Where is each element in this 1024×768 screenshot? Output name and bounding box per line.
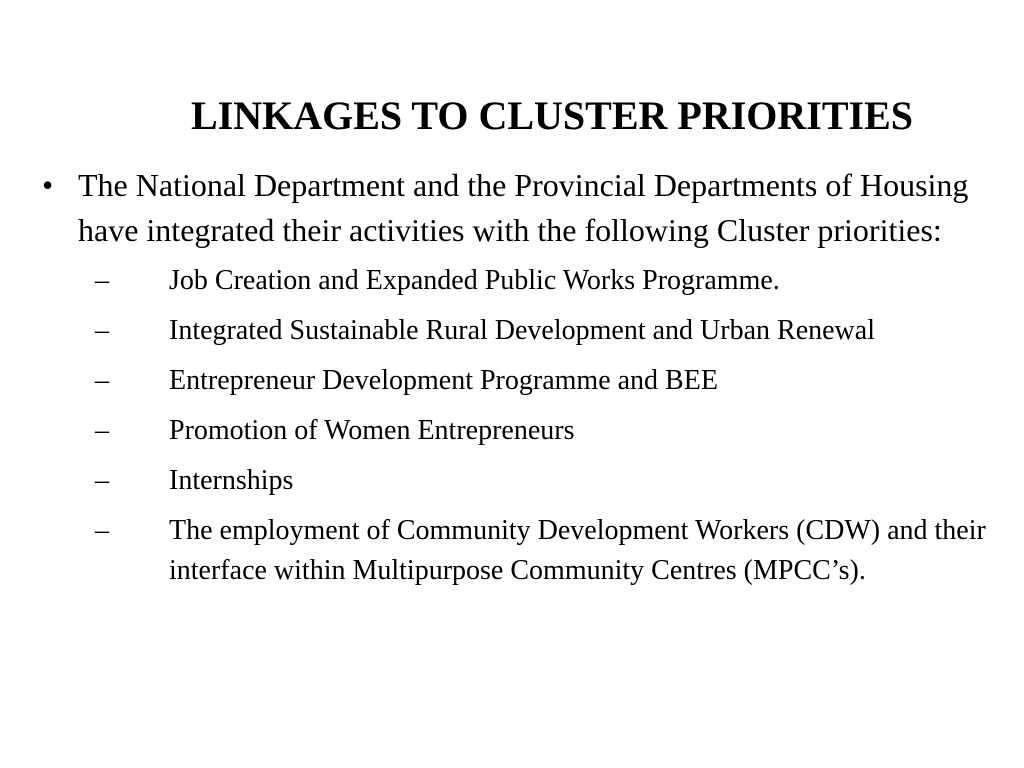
- priority-item: [40, 261, 1015, 301]
- priority-text: The employment of Community Development Workers (CDW) and their interface within Multipurpose Community Centres (MPCC’s).: [169, 515, 986, 586]
- main-bullet-point: [40, 163, 1015, 253]
- slide-content: [40, 163, 1015, 601]
- dash-bullet-icon: –: [95, 365, 109, 396]
- priority-item: [40, 461, 1015, 501]
- main-bullet-text: The National Department and the Provincial Departments of Housing have integrated their activities with the following Cluster priorities:: [78, 167, 969, 248]
- priority-item: [40, 361, 1015, 401]
- priority-text: Integrated Sustainable Rural Development and Urban Renewal: [169, 315, 875, 346]
- bullet-icon: •: [42, 167, 54, 203]
- priority-item: [40, 311, 1015, 351]
- priority-list: [40, 261, 1015, 591]
- dash-bullet-icon: –: [95, 415, 109, 446]
- priority-text: Internships: [169, 465, 294, 496]
- dash-bullet-icon: –: [95, 515, 109, 546]
- priority-text: Job Creation and Expanded Public Works Programme.: [169, 265, 780, 296]
- dash-bullet-icon: –: [95, 465, 109, 496]
- dash-bullet-icon: –: [95, 315, 109, 346]
- priority-text: Entrepreneur Development Programme and BEE: [169, 365, 718, 396]
- priority-item: [40, 411, 1015, 451]
- dash-bullet-icon: –: [95, 265, 109, 296]
- priority-item: [40, 511, 1015, 591]
- slide-title: LINKAGES TO CLUSTER PRIORITIES: [190, 93, 914, 138]
- priority-text: Promotion of Women Entrepreneurs: [169, 415, 575, 446]
